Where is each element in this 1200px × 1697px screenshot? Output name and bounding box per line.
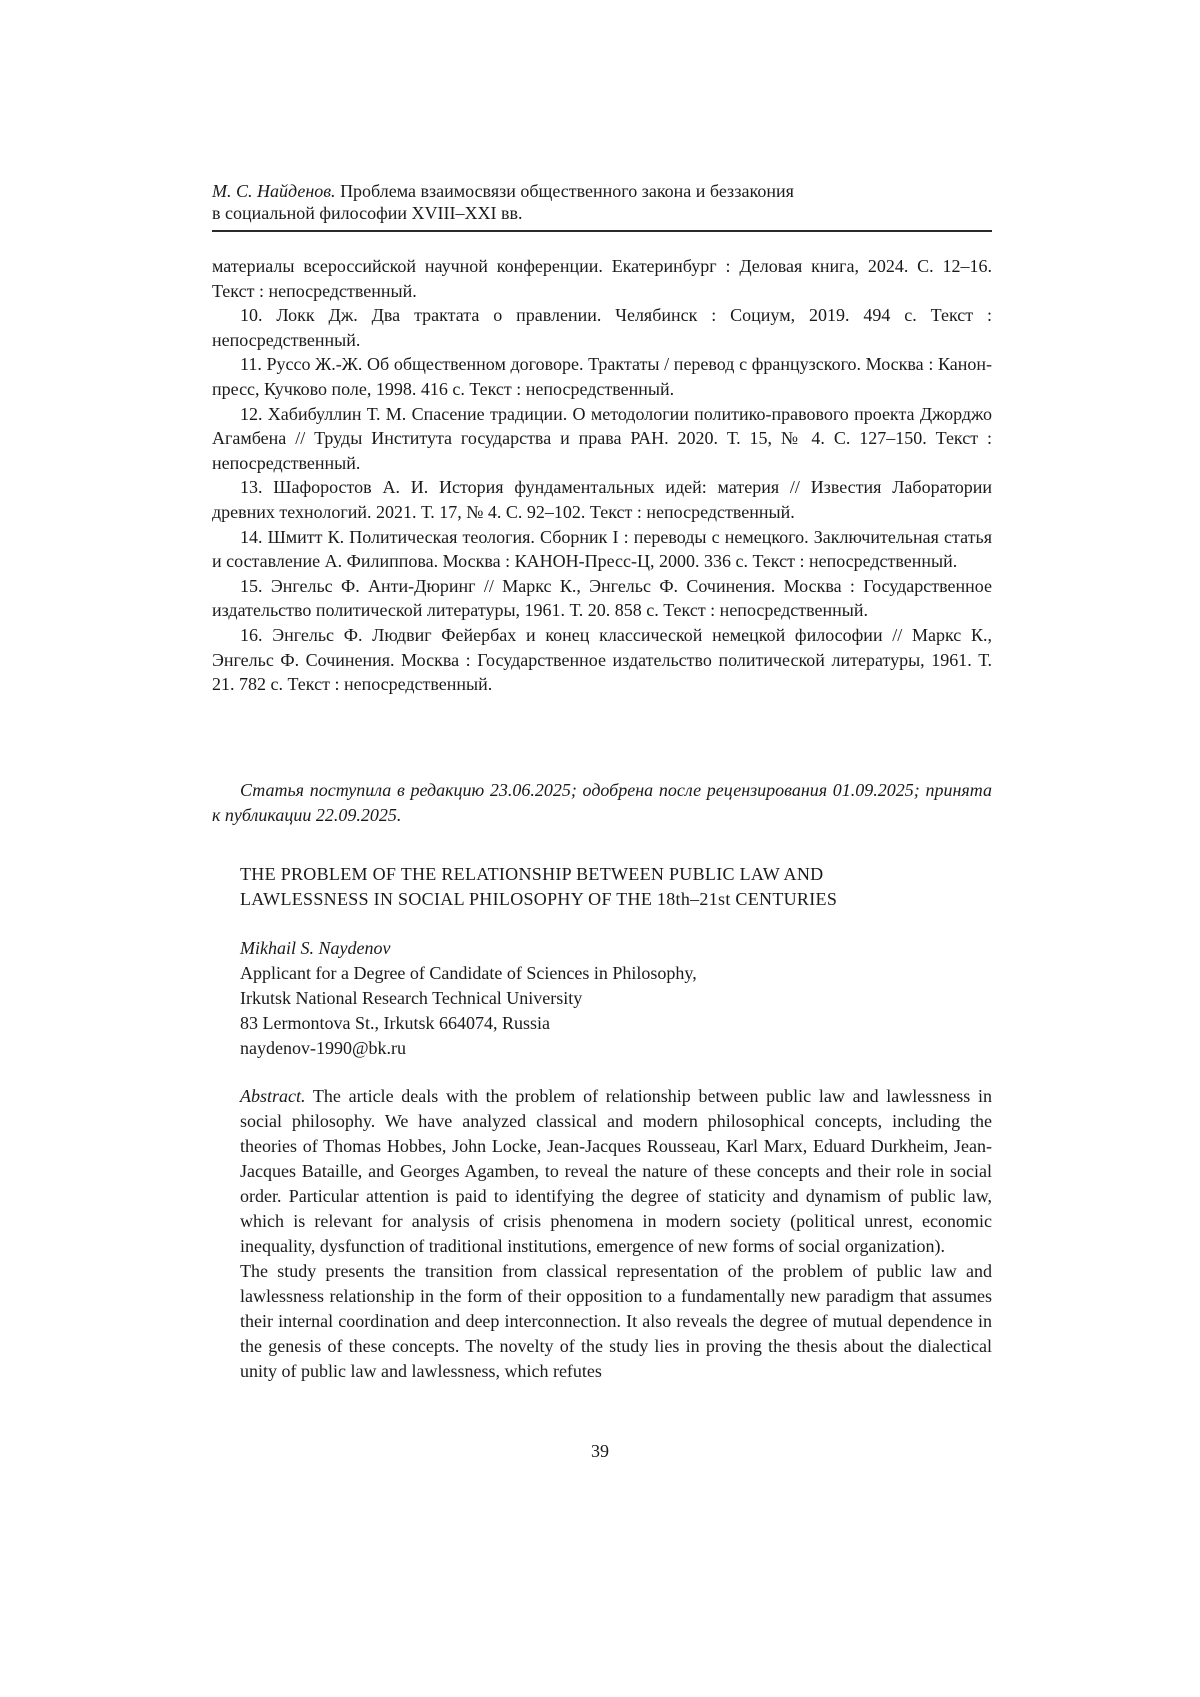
abstract-label: Abstract. xyxy=(240,1086,306,1106)
abstract-paragraph-2: The study presents the transition from classical representation of the problem of public law and lawlessness relationship in the form of their opposition to a fundamentally new paradigm that assumes their internal coordination and deep interconnection. It also reveals the degree of mutual dependence in the genesis of these concepts. The novelty of the study lies in proving the thesis about the dialectical unity of public law and lawlessness, which refutes xyxy=(240,1259,992,1384)
author-address: 83 Lermontova St., Irkutsk 664074, Russia xyxy=(240,1011,992,1036)
running-header-line1 xyxy=(212,180,992,202)
header-title-line2: в социальной философии XVIII–XXI вв. xyxy=(212,202,992,224)
abstract-paragraph-1 xyxy=(240,1084,992,1259)
english-title xyxy=(240,862,992,912)
reference-item: материалы всероссийской научной конференции. Екатеринбург : Деловая книга, 2024. С. 12–16. Текст : непосредственный. xyxy=(212,254,992,303)
abstract-text-1: The article deals with the problem of relationship between public law and lawlessness in social philosophy. We have analyzed classical and modern philosophical concepts, including the theories of Thomas Hobbes, John Locke, Jean-Jacques Rousseau, Karl Marx, Eduard Durkheim, Jean-Jacques Bataille, and Georges Agamben, to reveal the nature of these concepts and their role in social order. Particular attention is paid to identifying the degree of staticity and dynamism of public law, which is relevant for analysis of crisis phenomena in modern society (political unrest, economic inequality, dysfunction of traditional institutions, emergence of new forms of social organization). xyxy=(240,1086,992,1256)
header-title-line1: Проблема взаимосвязи общественного закона и беззакония xyxy=(336,181,794,201)
reference-item: 14. Шмитт К. Политическая теология. Сборник I : переводы с немецкого. Заключительная статья и составление А. Филиппова. Москва : КАНОН-Пресс-Ц, 2000. 336 с. Текст : непосредственный. xyxy=(212,525,992,574)
received-note: Статья поступила в редакцию 23.06.2025; одобрена после рецензирования 01.09.2025; принята к публикации 22.09.2025. xyxy=(212,778,992,828)
page-number: 39 xyxy=(0,1440,1200,1462)
reference-item: 12. Хабибуллин Т. М. Спасение традиции. О методологии политико-правового проекта Джорджо Агамбена // Труды Института государства и права РАН. 2020. Т. 15, № 4. С. 127–150. Текст : непосредственный. xyxy=(212,402,992,476)
reference-item: 10. Локк Дж. Два трактата о правлении. Челябинск : Социум, 2019. 494 с. Текст : непосредственный. xyxy=(212,303,992,352)
reference-list xyxy=(212,254,992,697)
page xyxy=(0,0,1200,1697)
abstract xyxy=(240,1084,992,1384)
header-author: М. С. Найденов. xyxy=(212,181,336,201)
reference-item: 16. Энгельс Ф. Людвиг Фейербах и конец классической немецкой философии // Маркс К., Энгельс Ф. Сочинения. Москва : Государственное издательство политической литературы, 1961. Т. 21. 782 с. Текст : непосредственный. xyxy=(212,623,992,697)
english-title-line2: LAWLESSNESS IN SOCIAL PHILOSOPHY OF THE 18th–21st CENTURIES xyxy=(240,887,992,912)
author-email: naydenov-1990@bk.ru xyxy=(240,1036,992,1061)
english-title-line1: THE PROBLEM OF THE RELATIONSHIP BETWEEN PUBLIC LAW AND xyxy=(240,862,992,887)
reference-item: 13. Шафоростов А. И. История фундаментальных идей: материя // Известия Лаборатории древних технологий. 2021. Т. 17, № 4. С. 92–102. Текст : непосредственный. xyxy=(212,475,992,524)
author-affiliation: Irkutsk National Research Technical University xyxy=(240,986,992,1011)
author-info xyxy=(240,936,992,1061)
author-name: Mikhail S. Naydenov xyxy=(240,936,992,961)
reference-item: 11. Руссо Ж.-Ж. Об общественном договоре. Трактаты / перевод с французского. Москва : Канон-пресс, Кучково поле, 1998. 416 с. Текст : непосредственный. xyxy=(212,352,992,401)
running-header xyxy=(212,180,992,224)
author-position: Applicant for a Degree of Candidate of Sciences in Philosophy, xyxy=(240,961,992,986)
reference-item: 15. Энгельс Ф. Анти-Дюринг // Маркс К., Энгельс Ф. Сочинения. Москва : Государственное издательство политической литературы, 1961. Т. 20. 858 с. Текст : непосредственный. xyxy=(212,574,992,623)
header-divider xyxy=(212,230,992,232)
